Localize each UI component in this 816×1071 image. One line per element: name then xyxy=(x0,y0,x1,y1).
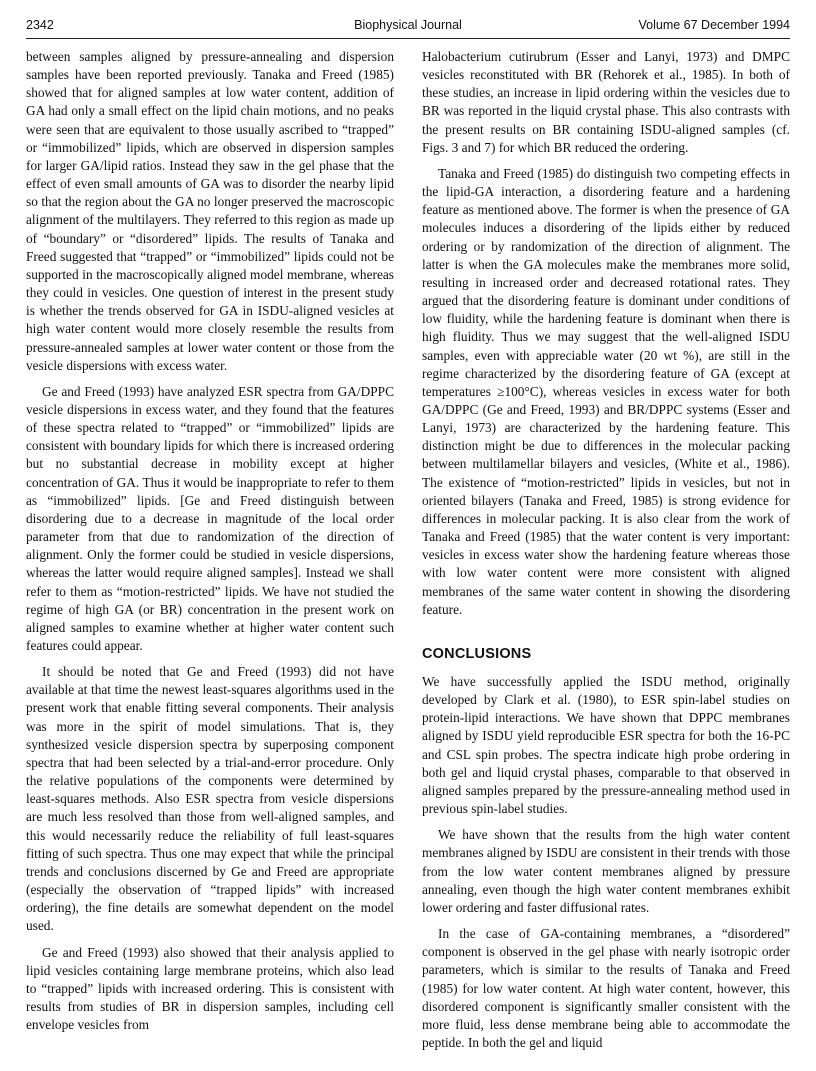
right-column xyxy=(422,48,790,1052)
journal-name: Biophysical Journal xyxy=(354,18,462,32)
paragraph: between samples aligned by pressure-annealing and dispersion samples have been reported previously. Tanaka and Freed (1985) showed that for aligned samples at low water content, addition of GA had only a small effect on the lipid chain motions, and no peaks were seen that are equivalent to those usually ascribed to “trapped” or “immobilized” lipids, which are observed in dispersion samples for larger GA/lipid ratios. Instead they saw in the gel phase that the effect of even small amounts of GA was to disorder the nearby lipid so that the region about the GA no longer preserved the macroscopic alignment of the multilayers. They referred to this region as made up of “boundary” or “disordered” lipids. The results of Tanaka and Freed suggested that “trapped” or “immobilized” lipids could not be supported in the macroscopically aligned model membrane, whereas they could in vesicles. One question of interest in the present study is whether the trends observed for GA in ISDU-aligned vesicles at high water content would more closely resemble the results from pressure-annealed samples at lower water content or those from the vesicle dispersions with excess water. xyxy=(26,49,394,373)
paragraph: We have shown that the results from the high water content membranes aligned by ISDU are consistent in their trends with those from the low water content membranes aligned by pressure annealing, even though the high water content membranes exhibit lower ordering and faster diffusional rates. xyxy=(422,827,790,915)
section-heading-conclusions: CONCLUSIONS xyxy=(422,645,532,662)
left-column xyxy=(26,48,394,1034)
paragraph: Tanaka and Freed (1985) do distinguish two competing effects in the lipid-GA interaction, a disordering feature and a hardening feature as mentioned above. The former is when the presence of GA molecules induces a disordering of the lipids either by reduced ordering or by randomization of the direction of alignment. The latter is when the GA molecules make the membranes more solid, resulting in increased order and decreased rotational rates. They argued that the disordering feature is dominant under conditions of low fluidity, while the hardening feature is dominant when there is high fluidity. Thus we may suggest that the well-aligned ISDU samples, even with appreciable water (20 wt %), are still in the regime characterized by the disordering feature of GA (except at temperatures ≥100°C), whereas vesicles in excess water for both GA/DPPC (Ge and Freed, 1993) and BR/DPPC systems (Esser and Lanyi, 1973) are characterized by the hardening feature. This distinction might be due to differences in the molecular packing between multilamellar bilayers and vesicles, (White et al., 1986). The existence of “motion-restricted” lipids in vesicles, but not in oriented bilayers (Tanaka and Freed, 1985) is strong evidence for differences in molecular packing. It is also clear from the work of Tanaka and Freed (1985) that the water content is very important: vesicles in excess water show the hardening feature whereas those with low water content were more consistent with aligned membranes of the same water content in showing the disordering feature. xyxy=(422,165,790,617)
paragraph: Halobacterium cutirubrum (Esser and Lanyi, 1973) and DMPC vesicles reconstituted with BR (Rehorek et al., 1985). In both of these studies, an increase in lipid ordering within the vesicles due to BR was reported in the liquid crystal phase. This also contrasts with the present results on BR containing ISDU-aligned samples (cf. Figs. 3 and 7) for which BR reduced the ordering. xyxy=(422,49,790,155)
page-number: 2342 xyxy=(26,18,54,32)
paragraph: We have successfully applied the ISDU method, originally developed by Clark et al. (1980), to ESR spin-label studies on protein-lipid interactions. We have shown that DPPC membranes aligned by ISDU yield reproducible ESR spectra for both the 16-PC and CSL spin probes. The spectra indicate high probe ordering in both gel and liquid crystal phases, comparable to that observed in aligned samples prepared by the pressure-annealing method used in previous spin-label studies. xyxy=(422,674,790,817)
paragraph: In the case of GA-containing membranes, a “disordered” component is observed in the gel phase with nearly isotropic order parameters, which is similar to the results of Tanaka and Freed (1985) for low water content. At high water content, however, this disordered component is significantly smaller consistent with the more fluid, less dense membrane being able to accommodate the peptide. In both the gel and liquid xyxy=(422,926,790,1050)
running-header xyxy=(26,18,790,38)
header-rule xyxy=(26,38,790,39)
paragraph: Ge and Freed (1993) have analyzed ESR spectra from GA/DPPC vesicle dispersions in excess water, and they found that the features of these spectra related to “trapped” or “immobilized” lipids are consistent with boundary lipids for which there is increased ordering but no substantial decrease in mobility except at higher concentration of GA. Thus it would be inappropriate to refer to them as “immobilized” lipids. [Ge and Freed distinguish between disordering due to a decrease in magnitude of the local order parameter from that due to randomization of the direction of alignment. Only the former could be studied in vesicle dispersions, whereas the latter would require aligned samples]. Instead we shall refer to them as “motion-restricted” lipids. We have not studied the regime of high GA (or BR) concentration in the present work on aligned samples to examine whether at higher water content such features could appear. xyxy=(26,383,394,653)
paragraph: Ge and Freed (1993) also showed that their analysis applied to lipid vesicles containing large membrane proteins, which also lead to “trapped” lipids with increased ordering. This is consistent with results from studies of BR in dispersion samples, including cell envelope vesicles from xyxy=(26,944,394,1033)
paragraph: It should be noted that Ge and Freed (1993) did not have available at that time the newest least-squares algorithms used in the present work that enable fitting several components. Their analysis was more in the spirit of model simulations. That is, they synthesized vesicle dispersion spectra by superposing component spectra that had been selected by a trial-and-error procedure. Only the relative populations of the components were determined by least-squares methods. Also ESR spectra from vesicle dispersions are much less resolved than those from well-aligned samples, and this would necessarily reduce the reliability of full least-squares fitting of such spectra. Thus one may expect that while the principal trends and conclusions discerned by Ge and Freed are appropriate (especially the observation of “trapped lipids” with increased ordering), the fine details are somewhat dependent on the model used. xyxy=(26,664,394,934)
volume-info: Volume 67 December 1994 xyxy=(638,18,790,32)
